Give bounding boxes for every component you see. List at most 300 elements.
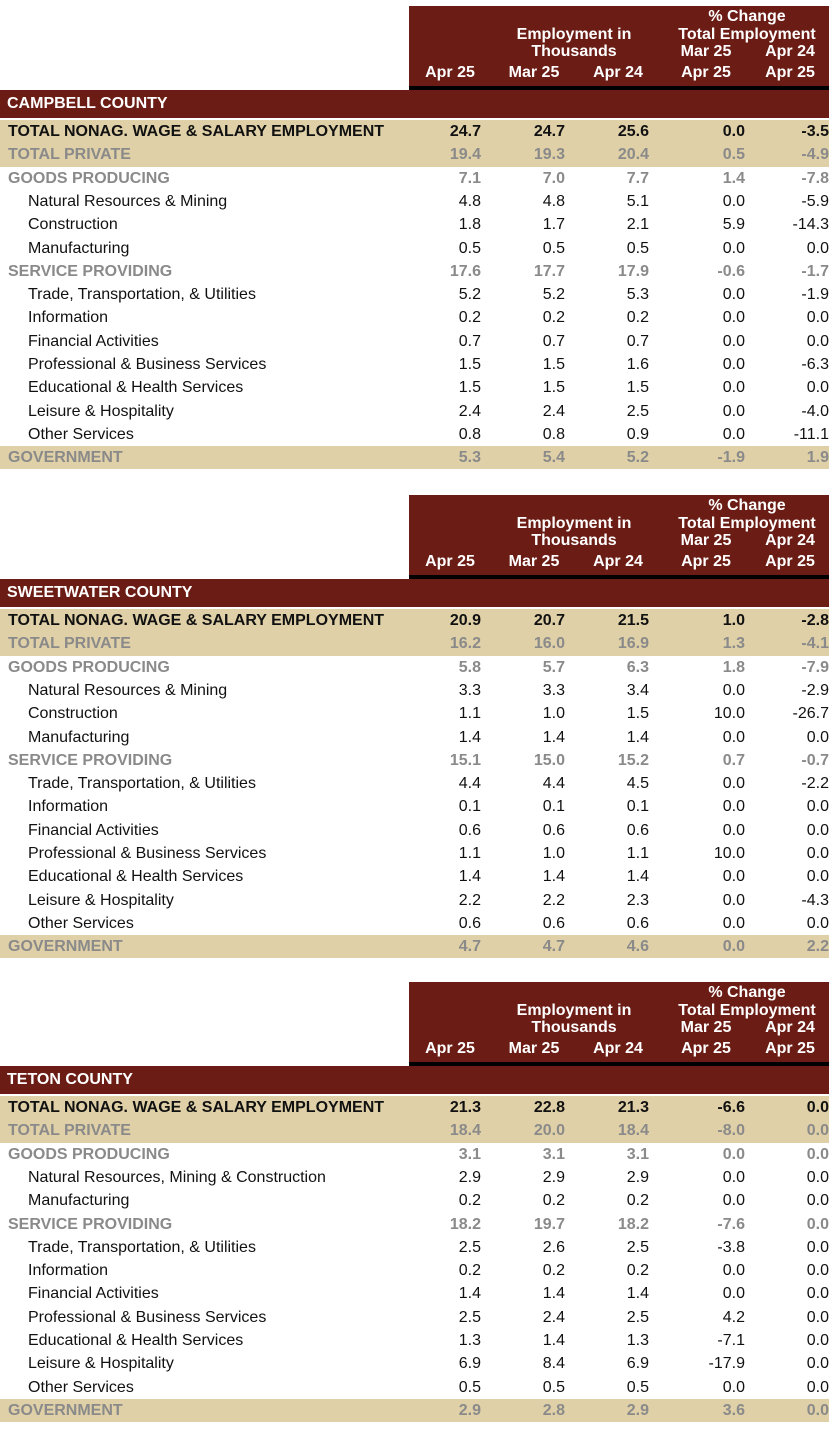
row-value: 1.4 <box>458 868 481 886</box>
row-value: 1.5 <box>626 705 649 723</box>
row-value: 5.2 <box>542 286 565 304</box>
row-value: 0.0 <box>806 1401 829 1419</box>
row-value: 5.1 <box>626 192 649 210</box>
table-row <box>0 842 829 865</box>
row-value: 3.1 <box>626 1145 649 1163</box>
row-value: 8.4 <box>542 1355 565 1373</box>
table-row <box>0 446 829 469</box>
row-value: 2.5 <box>458 1238 481 1256</box>
row-label: Professional & Business Services <box>28 356 267 373</box>
column-header: Apr 25 <box>681 553 731 570</box>
pct-heading-line1: % Change <box>708 497 786 514</box>
row-value: -1.9 <box>717 449 745 467</box>
row-value: 20.7 <box>533 612 565 629</box>
row-value: 1.0 <box>722 612 745 629</box>
table-row <box>0 1166 829 1189</box>
table-row <box>0 120 829 143</box>
row-label: Construction <box>28 216 118 234</box>
row-value: 0.0 <box>722 914 745 932</box>
row-label: GOODS PRODUCING <box>8 658 170 676</box>
table-row <box>0 865 829 888</box>
row-label: Construction <box>28 705 118 723</box>
row-value: -8.0 <box>717 1122 745 1140</box>
column-header: Apr 24 <box>593 64 643 81</box>
row-value: 1.5 <box>458 379 481 397</box>
column-header: Apr 25 <box>681 1040 731 1057</box>
row-label: Trade, Transportation, & Utilities <box>28 775 256 793</box>
column-header: Apr 25 <box>765 64 815 81</box>
row-value: 19.4 <box>449 146 481 164</box>
row-label: TOTAL PRIVATE <box>8 146 131 164</box>
row-value: 21.5 <box>617 612 649 629</box>
pct-heading-line2: Total Employment <box>678 1002 816 1019</box>
column-header: Apr 25 <box>425 553 475 570</box>
row-value: 5.3 <box>458 449 481 467</box>
row-value: 0.5 <box>458 1378 481 1396</box>
row-label: TOTAL NONAG. WAGE & SALARY EMPLOYMENT <box>8 612 385 629</box>
row-label: Other Services <box>28 425 134 443</box>
table-row <box>0 795 829 818</box>
pct-heading-line2: Total Employment <box>678 26 816 43</box>
row-label: Professional & Business Services <box>28 1308 267 1326</box>
row-value: 0.0 <box>722 821 745 839</box>
row-value: 2.5 <box>626 1238 649 1256</box>
row-value: 0.2 <box>626 1192 649 1210</box>
row-value: 0.6 <box>626 914 649 932</box>
table-row <box>0 143 829 166</box>
row-value: 0.0 <box>722 1378 745 1396</box>
row-value: 0.6 <box>542 821 565 839</box>
table-row <box>0 1399 829 1422</box>
row-value: -6.6 <box>717 1099 745 1116</box>
row-value: 0.1 <box>458 798 481 816</box>
row-value: 4.7 <box>458 938 481 956</box>
table-row <box>0 1282 829 1305</box>
row-value: 0.7 <box>626 332 649 350</box>
table-row <box>0 819 829 842</box>
row-value: -7.1 <box>717 1332 745 1349</box>
row-value: 22.8 <box>533 1099 565 1116</box>
row-label: SERVICE PROVIDING <box>8 751 173 769</box>
row-value: 1.4 <box>542 868 565 886</box>
row-value: 0.6 <box>458 914 481 932</box>
row-value: 2.5 <box>458 1308 481 1326</box>
row-value: 1.5 <box>542 379 565 397</box>
row-label: SERVICE PROVIDING <box>8 1215 173 1233</box>
row-label: TOTAL NONAG. WAGE & SALARY EMPLOYMENT <box>8 123 385 140</box>
row-value: 7.7 <box>626 169 649 187</box>
column-header: Apr 25 <box>765 1040 815 1057</box>
row-value: 5.8 <box>458 658 481 676</box>
row-value: 0.0 <box>722 798 745 816</box>
row-value: 0.2 <box>542 309 565 327</box>
table-row <box>0 632 829 655</box>
row-value: 3.3 <box>542 681 565 699</box>
row-value: -4.0 <box>801 402 829 420</box>
row-value: 6.9 <box>458 1355 481 1373</box>
row-value: 20.0 <box>533 1122 565 1140</box>
row-value: 0.0 <box>806 239 829 257</box>
row-value: 0.0 <box>722 681 745 699</box>
row-value: 1.1 <box>626 845 649 862</box>
table-row <box>0 306 829 329</box>
row-value: 0.6 <box>626 821 649 839</box>
row-value: 3.1 <box>542 1145 565 1163</box>
row-value: 0.0 <box>806 728 829 746</box>
row-value: 3.4 <box>626 681 649 699</box>
row-value: 0.7 <box>542 332 565 350</box>
row-value: 1.4 <box>626 1285 649 1303</box>
row-value: 20.9 <box>449 612 481 629</box>
row-label: SERVICE PROVIDING <box>8 262 173 280</box>
row-value: 0.5 <box>722 146 745 164</box>
row-label: TOTAL PRIVATE <box>8 635 131 653</box>
row-value: -4.1 <box>801 635 829 653</box>
row-value: 1.3 <box>722 635 745 653</box>
row-label: GOVERNMENT <box>8 1401 123 1419</box>
row-value: 0.0 <box>806 914 829 932</box>
row-value: 0.6 <box>458 821 481 839</box>
row-value: 0.5 <box>626 239 649 257</box>
table-row <box>0 237 829 260</box>
row-value: 18.2 <box>449 1215 481 1233</box>
row-value: 0.0 <box>806 1145 829 1163</box>
row-value: 0.0 <box>722 1192 745 1210</box>
row-value: 0.5 <box>458 239 481 257</box>
row-label: Manufacturing <box>28 239 130 257</box>
row-value: 1.5 <box>458 356 481 373</box>
row-value: 2.9 <box>626 1401 649 1419</box>
row-value: 1.4 <box>542 728 565 746</box>
row-value: 0.0 <box>722 379 745 397</box>
table-row <box>0 353 829 376</box>
col-top-label: Mar 25 <box>680 43 732 60</box>
row-value: 5.4 <box>542 449 565 467</box>
column-header: Apr 24 <box>593 553 643 570</box>
row-value: 0.0 <box>806 1238 829 1256</box>
row-value: 1.4 <box>458 728 481 746</box>
row-value: 0.5 <box>542 1378 565 1396</box>
row-value: 18.4 <box>617 1122 649 1140</box>
table-row <box>0 726 829 749</box>
row-value: -5.9 <box>801 192 829 210</box>
row-value: 1.7 <box>542 216 565 234</box>
county-name: TETON COUNTY <box>0 1066 829 1094</box>
row-value: 0.0 <box>722 1285 745 1303</box>
row-label: GOODS PRODUCING <box>8 169 170 187</box>
table-row <box>0 376 829 399</box>
row-value: 1.0 <box>542 705 565 723</box>
row-value: 2.4 <box>542 1308 565 1326</box>
row-value: 0.0 <box>722 1145 745 1163</box>
table-row <box>0 330 829 353</box>
row-value: 0.0 <box>722 728 745 746</box>
table-row <box>0 1329 829 1352</box>
row-value: -2.8 <box>801 612 829 629</box>
row-value: 15.0 <box>533 751 565 769</box>
row-value: 4.7 <box>542 938 565 956</box>
row-label: Information <box>28 798 109 816</box>
column-header: Mar 25 <box>508 64 560 81</box>
row-value: 1.5 <box>626 379 649 397</box>
row-label: Other Services <box>28 1378 134 1396</box>
row-value: 0.1 <box>542 798 565 816</box>
row-value: 7.0 <box>542 169 565 187</box>
row-value: 1.8 <box>458 216 481 234</box>
row-value: 1.4 <box>626 728 649 746</box>
county-table <box>0 495 840 965</box>
row-value: 0.2 <box>458 1192 481 1210</box>
row-value: 0.0 <box>806 1099 829 1116</box>
row-label: Financial Activities <box>28 1285 159 1303</box>
col-top-label: Apr 24 <box>765 43 815 60</box>
row-value: 0.0 <box>806 1122 829 1140</box>
table-row <box>0 1236 829 1259</box>
row-label: GOVERNMENT <box>8 938 123 956</box>
row-value: 5.9 <box>722 216 745 234</box>
table-row <box>0 213 829 236</box>
row-value: 2.3 <box>626 891 649 909</box>
row-value: 0.0 <box>722 775 745 793</box>
row-label: Information <box>28 309 109 327</box>
row-value: 21.3 <box>449 1099 481 1116</box>
table-header <box>409 6 829 88</box>
row-value: 1.8 <box>722 658 745 676</box>
row-label: TOTAL NONAG. WAGE & SALARY EMPLOYMENT <box>8 1099 385 1116</box>
row-value: 18.4 <box>449 1122 481 1140</box>
row-value: 4.5 <box>626 775 649 793</box>
row-value: 16.0 <box>533 635 565 653</box>
row-label: GOODS PRODUCING <box>8 1145 170 1163</box>
row-value: 2.2 <box>458 891 481 909</box>
row-value: 0.0 <box>722 123 745 140</box>
row-value: 0.0 <box>722 1262 745 1280</box>
row-value: 19.7 <box>533 1215 565 1233</box>
row-value: 2.2 <box>542 891 565 909</box>
row-value: 0.8 <box>458 425 481 443</box>
row-value: 1.4 <box>542 1285 565 1303</box>
row-value: 0.2 <box>626 1262 649 1280</box>
row-label: Financial Activities <box>28 332 159 350</box>
row-label: Other Services <box>28 914 134 932</box>
row-value: -2.2 <box>801 775 829 793</box>
row-value: 0.5 <box>626 1378 649 1396</box>
row-label: GOVERNMENT <box>8 449 123 467</box>
row-value: 0.0 <box>722 192 745 210</box>
row-value: 2.9 <box>458 1401 481 1419</box>
row-value: -1.7 <box>801 262 829 280</box>
row-value: 5.7 <box>542 658 565 676</box>
row-value: 15.1 <box>449 751 481 769</box>
row-value: 0.7 <box>722 751 745 769</box>
row-value: 0.1 <box>626 798 649 816</box>
row-value: 0.0 <box>722 402 745 420</box>
pct-heading-line2: Total Employment <box>678 515 816 532</box>
row-value: 1.9 <box>806 449 829 467</box>
row-value: 4.2 <box>722 1308 745 1326</box>
row-label: Professional & Business Services <box>28 845 267 862</box>
row-value: 0.2 <box>458 1262 481 1280</box>
row-value: -3.8 <box>717 1238 745 1256</box>
row-value: 4.4 <box>542 775 565 793</box>
row-value: 0.0 <box>722 1168 745 1186</box>
row-value: -4.3 <box>801 891 829 909</box>
county-table <box>0 982 840 1452</box>
employment-heading-line1: Employment in <box>516 515 632 532</box>
row-value: 0.0 <box>722 938 745 956</box>
table-row <box>0 1259 829 1282</box>
row-value: 0.0 <box>806 309 829 327</box>
row-value: 0.0 <box>722 868 745 886</box>
row-value: 0.0 <box>806 1192 829 1210</box>
row-value: 0.0 <box>806 845 829 862</box>
row-value: 2.8 <box>542 1401 565 1419</box>
row-value: 1.3 <box>626 1332 649 1349</box>
table-row <box>0 283 829 306</box>
row-value: -1.9 <box>801 286 829 304</box>
table-row <box>0 749 829 772</box>
row-value: 20.4 <box>617 146 649 164</box>
row-label: Natural Resources & Mining <box>28 192 228 210</box>
row-value: 24.7 <box>533 123 565 140</box>
table-row <box>0 167 829 190</box>
row-value: 2.9 <box>626 1168 649 1186</box>
row-value: 0.0 <box>806 868 829 886</box>
row-value: 0.2 <box>542 1262 565 1280</box>
table-header <box>409 495 829 577</box>
row-value: 0.0 <box>806 1355 829 1373</box>
county-name: CAMPBELL COUNTY <box>0 90 829 118</box>
table-row <box>0 935 829 958</box>
row-value: 25.6 <box>617 123 649 140</box>
row-value: 0.0 <box>806 379 829 397</box>
table-row <box>0 1096 829 1119</box>
row-value: 0.8 <box>542 425 565 443</box>
row-value: 0.0 <box>722 286 745 304</box>
row-value: 16.9 <box>617 635 649 653</box>
row-value: 0.0 <box>722 356 745 373</box>
county-table <box>0 6 840 476</box>
row-value: 0.5 <box>542 239 565 257</box>
row-label: Educational & Health Services <box>28 1332 244 1349</box>
row-value: 0.2 <box>458 309 481 327</box>
column-header: Apr 25 <box>425 1040 475 1057</box>
row-value: 5.3 <box>626 286 649 304</box>
row-value: 0.0 <box>806 332 829 350</box>
row-value: 0.0 <box>806 1262 829 1280</box>
col-top-label: Mar 25 <box>680 1019 732 1036</box>
row-value: 0.0 <box>806 1168 829 1186</box>
row-value: 6.9 <box>626 1355 649 1373</box>
row-value: 17.6 <box>449 262 481 280</box>
row-value: 17.9 <box>617 262 649 280</box>
table-row <box>0 912 829 935</box>
row-label: Educational & Health Services <box>28 379 244 397</box>
row-value: 17.7 <box>533 262 565 280</box>
row-value: 4.6 <box>626 938 649 956</box>
col-top-label: Apr 24 <box>765 1019 815 1036</box>
row-value: 1.1 <box>458 705 481 723</box>
row-value: -0.7 <box>801 751 829 769</box>
table-row <box>0 609 829 632</box>
row-value: -7.8 <box>801 169 829 187</box>
row-value: 1.4 <box>542 1332 565 1349</box>
row-value: 2.9 <box>542 1168 565 1186</box>
row-value: 2.4 <box>458 402 481 420</box>
row-value: 5.2 <box>626 449 649 467</box>
pct-heading-line1: % Change <box>708 984 786 1001</box>
row-value: 1.4 <box>722 169 745 187</box>
column-header: Mar 25 <box>508 553 560 570</box>
row-value: 0.0 <box>806 1308 829 1326</box>
row-value: 0.0 <box>722 332 745 350</box>
table-row <box>0 679 829 702</box>
employment-heading-line2: Thousands <box>531 532 617 549</box>
row-value: 0.7 <box>458 332 481 350</box>
column-header: Apr 25 <box>765 553 815 570</box>
row-value: -7.9 <box>801 658 829 676</box>
row-value: -2.9 <box>801 681 829 699</box>
row-label: Manufacturing <box>28 728 130 746</box>
row-value: 1.1 <box>458 845 481 862</box>
table-row <box>0 1143 829 1166</box>
row-value: 4.4 <box>458 775 481 793</box>
row-value: 1.0 <box>542 845 565 862</box>
table-row <box>0 702 829 725</box>
row-label: Manufacturing <box>28 1192 130 1210</box>
row-value: 15.2 <box>617 751 649 769</box>
table-row <box>0 400 829 423</box>
row-value: 2.6 <box>542 1238 565 1256</box>
pct-heading-line1: % Change <box>708 8 786 25</box>
row-label: Natural Resources, Mining & Construction <box>28 1168 326 1186</box>
col-top-label: Mar 25 <box>680 532 732 549</box>
row-value: 24.7 <box>449 123 481 140</box>
row-value: 2.5 <box>626 402 649 420</box>
row-value: 0.9 <box>626 425 649 443</box>
row-value: -3.5 <box>801 123 829 140</box>
employment-heading-line2: Thousands <box>531 1019 617 1036</box>
row-label: Leisure & Hospitality <box>28 891 174 909</box>
row-label: Educational & Health Services <box>28 868 244 886</box>
row-value: 2.1 <box>626 216 649 234</box>
table-row <box>0 423 829 446</box>
row-value: 19.3 <box>533 146 565 164</box>
table-row <box>0 772 829 795</box>
row-value: -14.3 <box>792 216 829 234</box>
row-value: 0.2 <box>542 1192 565 1210</box>
row-value: 0.0 <box>806 1332 829 1349</box>
row-value: -11.1 <box>793 425 829 443</box>
employment-heading-line1: Employment in <box>516 26 632 43</box>
row-value: 1.4 <box>458 1285 481 1303</box>
row-value: 10.0 <box>713 845 745 862</box>
column-header: Apr 24 <box>593 1040 643 1057</box>
row-value: 1.4 <box>626 868 649 886</box>
row-value: 2.2 <box>806 938 829 956</box>
row-label: Natural Resources & Mining <box>28 681 228 699</box>
employment-heading-line1: Employment in <box>516 1002 632 1019</box>
row-value: 0.6 <box>542 914 565 932</box>
row-value: 2.4 <box>542 402 565 420</box>
row-value: -26.7 <box>792 705 829 723</box>
row-value: -7.6 <box>717 1215 745 1233</box>
row-label: Leisure & Hospitality <box>28 1355 174 1373</box>
row-value: 0.0 <box>806 1215 829 1233</box>
row-value: 7.1 <box>458 169 481 187</box>
row-value: 4.8 <box>458 192 481 210</box>
table-row <box>0 1213 829 1236</box>
